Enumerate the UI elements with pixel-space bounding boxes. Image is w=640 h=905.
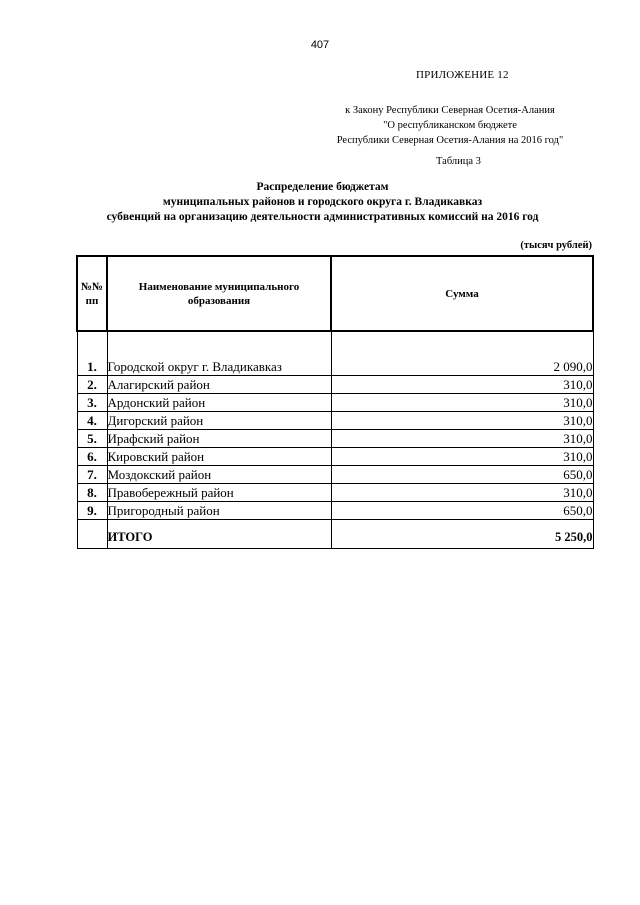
row-amount: 2 090,0: [331, 331, 593, 375]
row-municipality: Пригородный район: [107, 501, 331, 519]
title-line: субвенций на организацию деятельности административных комиссий на 2016 год: [106, 211, 539, 223]
row-municipality: Алагирский район: [107, 375, 331, 393]
row-number: 8.: [77, 483, 107, 501]
row-number: 3.: [77, 393, 107, 411]
row-amount: 310,0: [331, 447, 593, 465]
total-number-cell: [77, 519, 107, 548]
budget-table: [76, 255, 594, 549]
table-row: [77, 393, 593, 411]
page-number: 407: [310, 39, 330, 51]
law-reference-line: Республики Северная Осетия-Алания на 2016 год": [336, 135, 564, 146]
row-number: 6.: [77, 447, 107, 465]
row-number: 4.: [77, 411, 107, 429]
law-reference-line: к Закону Республики Северная Осетия-Алания: [345, 105, 555, 116]
document-title: [60, 180, 585, 225]
table-row: [77, 429, 593, 447]
table-row: [77, 447, 593, 465]
header-number-line: №№: [80, 280, 104, 293]
appendix-label: ПРИЛОЖЕНИЕ 12: [416, 69, 509, 81]
total-row: [77, 519, 593, 548]
table-row: [77, 331, 593, 375]
row-municipality: Кировский район: [107, 447, 331, 465]
table-row: [77, 483, 593, 501]
header-municipality: [107, 256, 331, 331]
row-amount: 310,0: [331, 483, 593, 501]
row-amount: 650,0: [331, 501, 593, 519]
header-amount: Сумма: [331, 256, 593, 331]
table-row: [77, 465, 593, 483]
title-line: муниципальных районов и городского округа г. Владикавказ: [162, 196, 483, 208]
row-amount: 650,0: [331, 465, 593, 483]
row-number: 7.: [77, 465, 107, 483]
table-header-row: [77, 256, 593, 331]
row-amount: 310,0: [331, 375, 593, 393]
row-municipality: Ирафский район: [107, 429, 331, 447]
units-label: (тысяч рублей): [520, 240, 592, 251]
header-municipality-line: образования: [187, 294, 251, 307]
table-row: [77, 375, 593, 393]
total-label: ИТОГО: [107, 519, 331, 548]
row-number: 5.: [77, 429, 107, 447]
header-municipality-line: Наименование муниципального: [138, 280, 300, 293]
row-municipality: Правобережный район: [107, 483, 331, 501]
row-municipality: Городской округ г. Владикавказ: [107, 331, 331, 375]
row-municipality: Ардонский район: [107, 393, 331, 411]
law-reference-line: "О республиканском бюджете: [383, 120, 517, 131]
row-municipality: Дигорский район: [107, 411, 331, 429]
law-reference: [300, 103, 600, 148]
total-amount: 5 250,0: [331, 519, 593, 548]
row-number: 1.: [77, 331, 107, 375]
header-number: [77, 256, 107, 331]
row-amount: 310,0: [331, 411, 593, 429]
table-row: [77, 411, 593, 429]
row-amount: 310,0: [331, 393, 593, 411]
title-line: Распределение бюджетам: [256, 181, 389, 193]
row-number: 2.: [77, 375, 107, 393]
row-municipality: Моздокский район: [107, 465, 331, 483]
row-number: 9.: [77, 501, 107, 519]
table-row: [77, 501, 593, 519]
table-label: Таблица 3: [436, 156, 481, 167]
row-amount: 310,0: [331, 429, 593, 447]
header-number-line: пп: [85, 294, 99, 307]
